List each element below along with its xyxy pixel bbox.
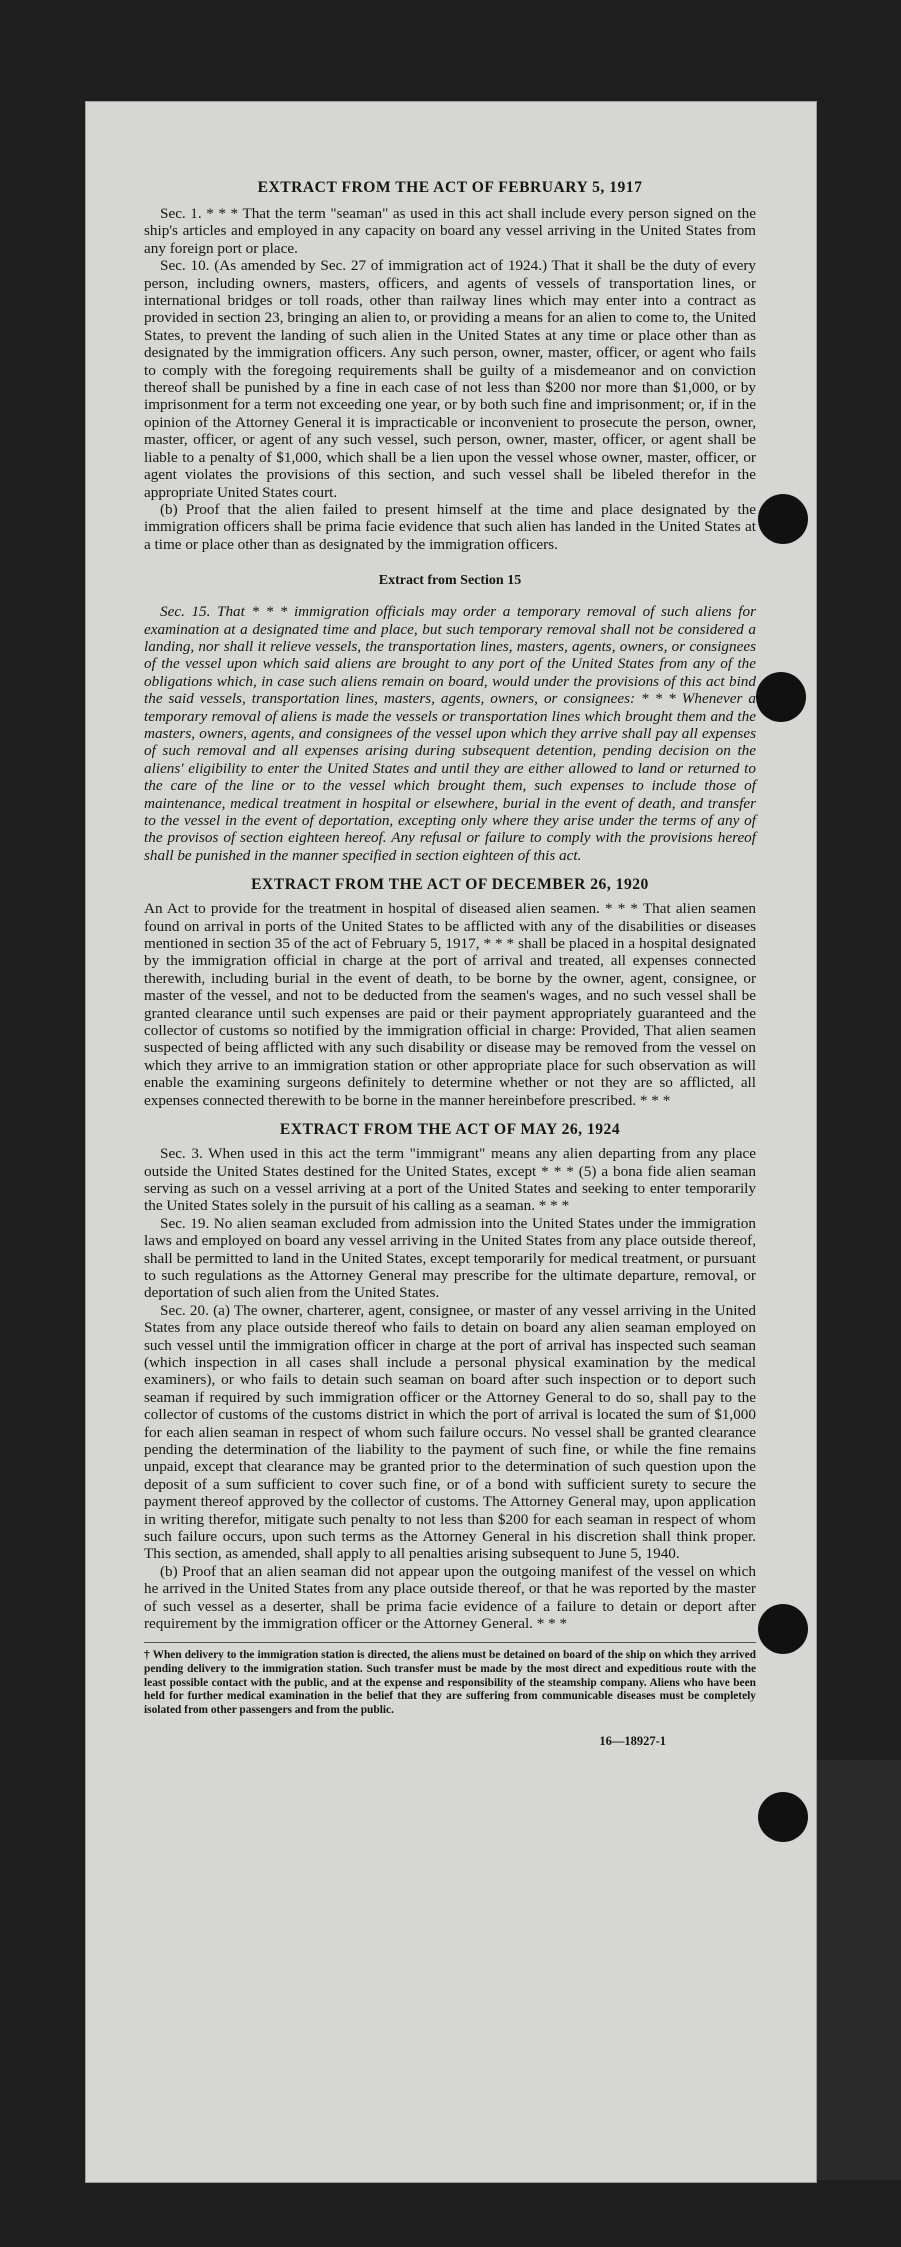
heading-act-1924: EXTRACT FROM THE ACT OF MAY 26, 1924: [279, 1121, 621, 1139]
punch-hole: [758, 494, 808, 544]
punch-hole: [756, 672, 806, 722]
form-number: 16—18927-1: [599, 1734, 666, 1749]
paragraph-sec-20-a: Sec. 20. (a) The owner, charterer, agent, consignee, or master of any vessel arriving in the United States from any place outside thereof who fails to detain on board any alien seaman employed on such vessel until the immigration officer in charge at the port of arrival has inspected such seaman (which inspection in all cases shall include a personal physical examination by the medical examiners), or who fails to detain such seaman on board after such inspection or to deport such seaman if required by such immigration officer or the Attorney General to do so, shall pay to the collector of customs of the customs district in which the port of arrival is located the sum of $1,000 for each alien seaman in respect of whom such failure occurs. No vessel shall be granted clearance pending the determination of the liability to the payment of such fine, or while the fine remains unpaid, except that clearance may be granted prior to the determination of such question upon the deposit of a sum sufficient to cover such fine, or of a bond with sufficient surety to secure the payment thereof approved by the collector of customs. The Attorney General may, upon application in writing therefor, mitigate such penalty to not less than $200 for each seaman in respect of whom such failure occurs, upon such terms as the Attorney General in his discretion shall think proper. This section, as amended, shall apply to all penalties arising subsequent to June 5, 1940.: [144, 1301, 756, 1563]
scan-edge-shadow: [816, 1760, 901, 2180]
heading-act-1917: EXTRACT FROM THE ACT OF FEBRUARY 5, 1917: [257, 179, 643, 196]
footnote: † When delivery to the immigration station is directed, the aliens must be detained on board of the ship on which they arrived pending delivery to the immigration station. Such transfer must be made by the most direct and expeditious route with the least possible contact with the public, and at the expense and responsibility of the steamship company. Aliens who have been held for further medical examination in the belief that they are suffering from communicable diseases must be completely isolated from other passengers and from the public.: [144, 1642, 756, 1717]
heading-act-1920: EXTRACT FROM THE ACT OF DECEMBER 26, 1920: [251, 876, 649, 894]
punch-hole: [758, 1792, 808, 1842]
paragraph-sec-10-b: (b) Proof that the alien failed to present himself at the time and place designated by the immigration officers shall be prima facie evidence that such alien has landed in the United States at a time or place other than as designated by the immigration officers.: [144, 500, 756, 553]
paragraph-act-1920: An Act to provide for the treatment in hospital of diseased alien seamen. * * * That alien seamen found on arrival in ports of the United States to be afflicted with any of the disabilities or diseases mentioned in section 35 of the act of February 5, 1917, * * * shall be placed in a hospital designated by the immigration official in charge at the port of arrival and treated, all expenses connected therewith, including burial in the event of death, to be borne by the owner, agent, consignee, or master of the vessel, and not to be deducted from the seamen's wages, and no such vessel shall be granted clearance until such expenses are paid or their payment appropriately guaranteed and the collector of customs so notified by the immigration official in charge: Provided, That alien seamen suspected of being afflicted with any such disability or disease may be removed from the vessel on which they arrive to an immigration station or other appropriate place for such observation as will enable the examining surgeons definitely to determine whether or not they are so afflicted, all expenses connected therewith to be borne in the manner hereinbefore prescribed. * * *: [144, 900, 756, 1109]
paragraph-sec-3: Sec. 3. When used in this act the term "immigrant" means any alien departing from any place outside the United States destined for the United States, except * * * (5) a bona fide alien seaman serving as such on a vessel arriving at a port of the United States and seeking to enter temporarily the United States solely in the pursuit of his calling as a seaman. * * *: [144, 1145, 756, 1215]
paragraph-sec-1: Sec. 1. * * * That the term "seaman" as used in this act shall include every person signed on the ship's articles and employed in any capacity on board any vessel arriving in the United States from any foreign port or place.: [144, 205, 756, 257]
heading-section-15: Extract from Section 15: [378, 573, 522, 589]
document-page: [86, 102, 816, 2182]
document-text: [144, 177, 756, 1751]
paragraph-sec-15: Sec. 15. That * * * immigration officials may order a temporary removal of such aliens for examination at a designated time and place, but such temporary removal shall not be considered a landing, nor shall it relieve vessels, the transportation lines, masters, agents, owners, or consignees of the vessel upon which said aliens are brought to any port of the United States from any of the obligations which, in case such aliens remain on board, would under the provisions of this act bind the said vessels, transportation lines, masters, agents, owners, or consignees: * * * Whenever a temporary removal of aliens is made the vessels or transportation lines which brought them and the masters, owners, agents, and consignees of the vessel upon which they arrive shall pay all expenses of such removal and all expenses arising during subsequent detention, pending decision on the aliens' eligibility to enter the United States and until they are either allowed to land or returned to the care of the line or to the vessel which brought them, such expenses to include those of maintenance, medical treatment in hospital or elsewhere, burial in the event of death, and transfer to the vessel in the event of deportation, excepting only where they arise under the terms of any of the provisos of section eighteen hereof. Any refusal or failure to comply with the provisions hereof shall be punished in the manner specified in section eighteen of this act.: [144, 603, 756, 864]
paragraph-sec-10: Sec. 10. (As amended by Sec. 27 of immigration act of 1924.) That it shall be the duty of every person, including owners, masters, officers, and agents of vessels of transportation lines, or international bridges or toll roads, other than railway lines which may enter into a contract as provided in section 23, bringing an alien to, or providing a means for an alien to come to, the United States, to prevent the landing of such alien in the United States at any time or place other than as designated by the immigration officers. Any such person, owner, master, officer, or agent who fails to comply with the foregoing requirements shall be guilty of a misdemeanor and on conviction thereof shall be punished by a fine in each case of not less than $200 nor more than $1,000, or by imprisonment for a term not exceeding one year, or by both such fine and imprisonment; or, if in the opinion of the Attorney General it is impracticable or inconvenient to prosecute the person, owner, master, officer, or agent of any such vessel, such person, owner, master, officer, or agent shall be liable to a penalty of $1,000, which shall be a lien upon the vessel whose owner, master, officer, or agent violates the provisions of this section, and such vessel shall be libeled therefor in the appropriate United States court.: [144, 257, 756, 501]
paragraph-sec-20-b: (b) Proof that an alien seaman did not appear upon the outgoing manifest of the vessel on which he arrived in the United States from any place outside thereof, or that he was reported by the master of such vessel as a deserter, shall be prima facie evidence of a failure to detain or deport after requirement by the immigration officer or the Attorney General. * * *: [144, 1562, 756, 1633]
paragraph-sec-19: Sec. 19. No alien seaman excluded from admission into the United States under the immigration laws and employed on board any vessel arriving in the United States from any place outside thereof, shall be permitted to land in the United States, except temporarily for medical treatment, or pursuant to such regulations as the Attorney General may prescribe for the ultimate departure, removal, or deportation of such alien from the United States.: [144, 1214, 756, 1302]
punch-hole: [758, 1604, 808, 1654]
